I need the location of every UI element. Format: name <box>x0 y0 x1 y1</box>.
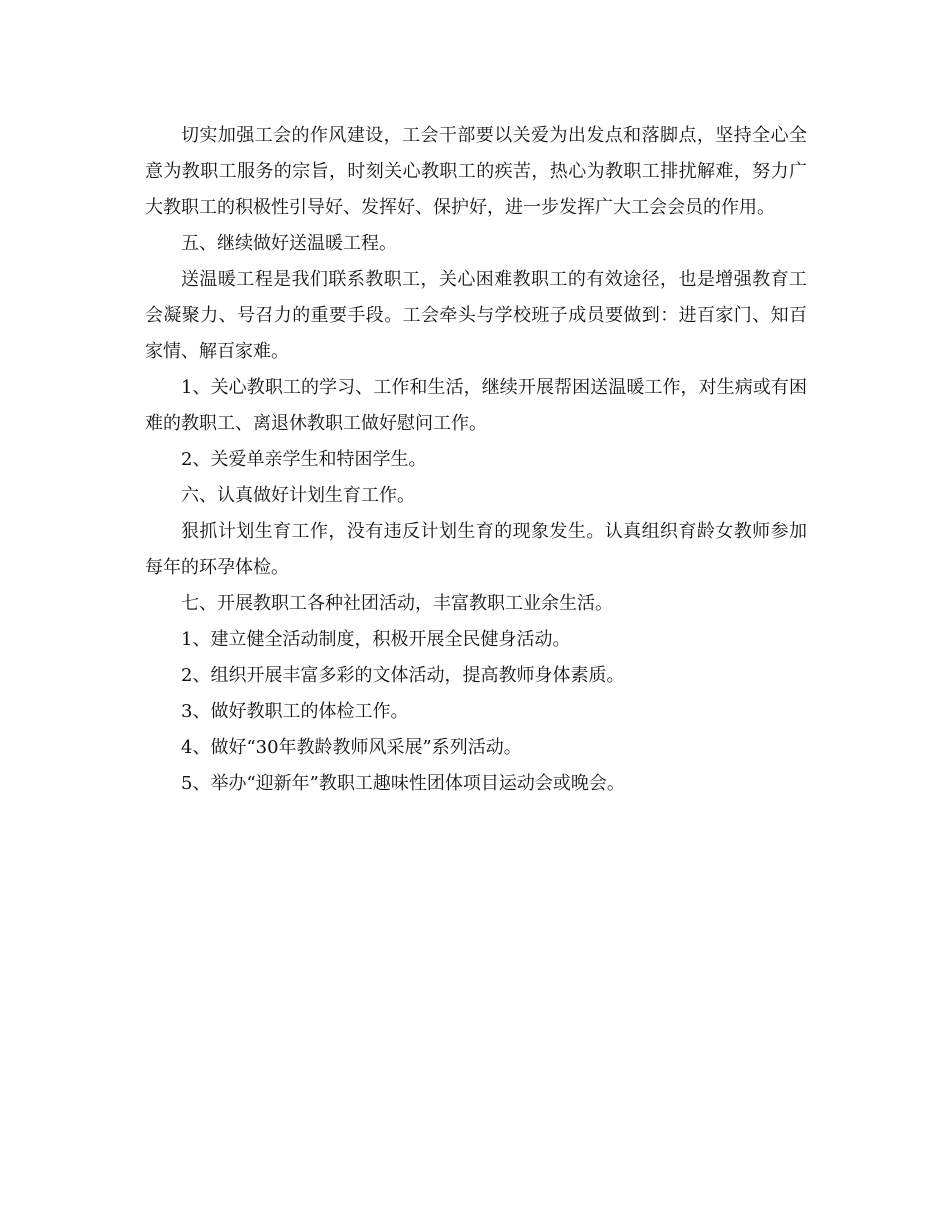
document-body <box>145 118 807 802</box>
list-item-care-students: 2、关爱单亲学生和特困学生。 <box>181 449 427 470</box>
list-item-new-year-event: 5、举办“迎新年”教职工趣味性团体项目运动会或晚会。 <box>181 773 625 794</box>
list-item-cultural-activities: 2、组织开展丰富多彩的文体活动，提高教师身体素质。 <box>181 665 625 686</box>
list-item-health-check: 3、做好教职工的体检工作。 <box>181 701 409 722</box>
paragraph-warmth-project: 送温暖工程是我们联系教职工，关心困难教职工的有效途径，也是增强教育工会凝聚力、号召力的重要手段。工会牵头与学校班子成员要做到：进百家门、知百家情、解百家难。 <box>145 269 807 362</box>
paragraph-family-planning: 狠抓计划生育工作，没有违反计划生育的现象发生。认真组织育龄女教师参加每年的环孕体检。 <box>145 521 807 578</box>
list-item-fitness: 1、建立健全活动制度，积极开展全民健身活动。 <box>181 629 571 650</box>
heading-section-seven: 七、开展教职工各种社团活动，丰富教职工业余生活。 <box>181 593 613 614</box>
heading-section-six: 六、认真做好计划生育工作。 <box>181 485 415 506</box>
list-item-teacher-showcase: 4、做好“30年教龄教师风采展”系列活动。 <box>181 737 522 758</box>
heading-section-five: 五、继续做好送温暖工程。 <box>181 233 397 254</box>
paragraph-work-style: 切实加强工会的作风建设，工会干部要以关爱为出发点和落脚点，坚持全心全意为教职工服务的宗旨，时刻关心教职工的疾苦，热心为教职工排扰解难，努力广大教职工的积极性引导好、发挥好、保护好，进一步发挥广大工会会员的作用。 <box>145 125 807 218</box>
list-item-care-staff: 1、关心教职工的学习、工作和生活，继续开展帮困送温暖工作，对生病或有困难的教职工、离退休教职工做好慰问工作。 <box>145 377 807 434</box>
